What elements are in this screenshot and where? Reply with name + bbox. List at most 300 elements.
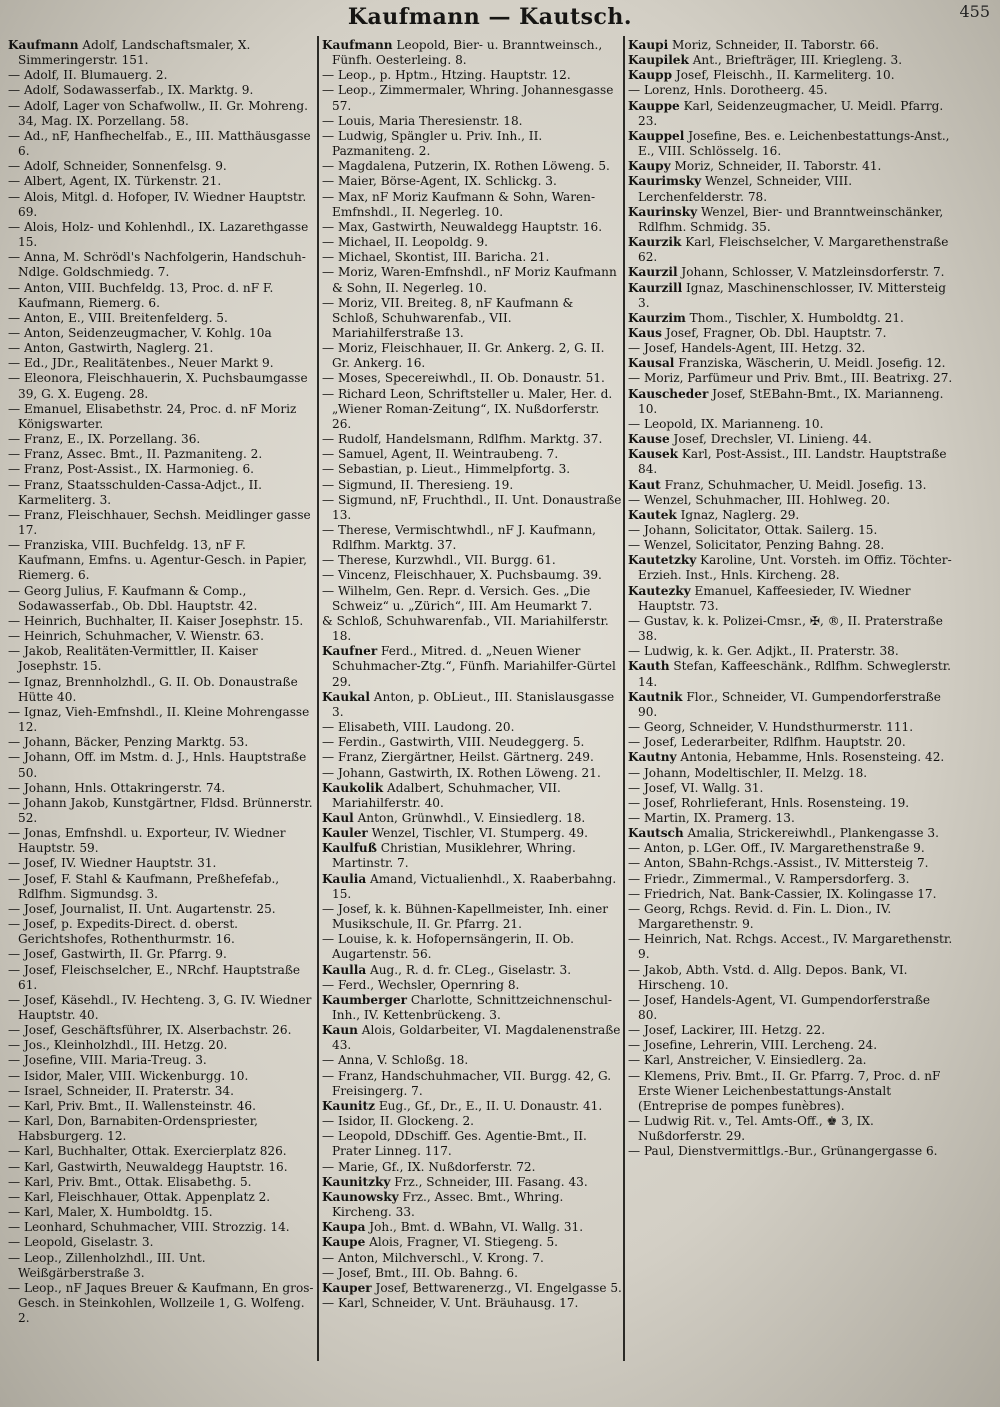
directory-entry <box>628 781 953 796</box>
directory-entry <box>322 978 622 993</box>
entry-text: Anton, p. ObLieut., III. Stanislausgasse 3. <box>332 689 615 719</box>
entry-text: — Josefine, VIII. Maria-Treug. 3. <box>8 1053 207 1068</box>
entry-text: — Leop., Zimmermaler, Whring. Johannesgasse 57. <box>322 83 614 113</box>
directory-entry <box>628 644 953 659</box>
directory-entry <box>628 341 953 356</box>
directory-entry <box>8 856 316 871</box>
entry-text: — Leonhard, Schuhmacher, VIII. Strozzig. 14. <box>8 1220 290 1235</box>
directory-entry <box>322 447 622 462</box>
entry-surname: Kauper <box>322 1280 372 1295</box>
entry-text: Moriz, Schneider, II. Taborstr. 66. <box>668 38 879 52</box>
directory-entry <box>322 265 622 295</box>
directory-entry <box>322 250 622 265</box>
entry-text: — Leopold, IX. Marianneng. 10. <box>628 416 824 431</box>
entry-text: — Johann, Off. im Mstm. d. J., Hnls. Hauptstraße 50. <box>8 750 307 780</box>
column-divider <box>623 36 625 1361</box>
entry-text: — Josef, Journalist, II. Unt. Augartenstr. 25. <box>8 901 276 916</box>
directory-entry <box>8 1160 316 1175</box>
directory-entry <box>8 281 316 311</box>
entry-text: — Josef, F. Stahl & Kaufmann, Preßhefefab., Rdlfhm. Sigmundsg. 3. <box>8 871 280 901</box>
entry-text: — Adolf, Sodawasserfab., IX. Marktg. 9. <box>8 83 254 98</box>
entry-surname: Kaurimsky <box>628 174 702 189</box>
directory-entry <box>8 371 316 401</box>
entry-text: Karl, Fleischselcher, V. Margarethenstraße 62. <box>638 235 949 265</box>
directory-entry <box>8 508 316 538</box>
directory-entry <box>8 478 316 508</box>
directory-entry <box>8 781 316 796</box>
entry-surname: Kautnik <box>628 689 683 704</box>
entry-text: — Maier, Börse-Agent, IX. Schlickg. 3. <box>322 174 557 189</box>
entry-text: — Karl, Gastwirth, Neuwaldegg Hauptstr. 16. <box>8 1159 288 1174</box>
directory-entry <box>628 872 953 887</box>
entry-text: — Wilhelm, Gen. Repr. d. Versich. Ges. „Die Schweiz“ u. „Zürich“, III. Am Heumarkt 7. <box>322 583 593 613</box>
directory-entry <box>628 826 953 841</box>
directory-entry <box>628 659 953 689</box>
entry-text: — Moses, Specereiwhdl., II. Ob. Donaustr. 51. <box>322 371 605 386</box>
directory-entry <box>8 1205 316 1220</box>
directory-entry <box>628 1114 953 1144</box>
entry-text: — Sebastian, p. Lieut., Himmelpfortg. 3. <box>322 462 571 477</box>
entry-text: — Ferdin., Gastwirth, VIII. Neudeggerg. 5. <box>322 735 585 750</box>
entry-text: Josef, Fragner, Ob. Dbl. Hauptstr. 7. <box>661 325 887 340</box>
directory-entry <box>628 371 953 386</box>
entry-text: — Israel, Schneider, II. Praterstr. 34. <box>8 1083 234 1098</box>
directory-entry <box>628 356 953 371</box>
directory-entry <box>322 781 622 811</box>
entry-text: Eug., Gf., Dr., E., II. U. Donaustr. 41. <box>374 1098 603 1113</box>
entry-text: Adolf, Landschaftsmaler, X. Simmeringerstr. 151. <box>18 38 251 68</box>
directory-entry <box>628 159 953 174</box>
directory-entry <box>322 963 622 978</box>
entry-text: Amand, Victualienhdl., X. Raaberbahng. 15. <box>332 871 617 901</box>
directory-entry <box>8 947 316 962</box>
directory-entry <box>322 750 622 765</box>
entry-text: — Josef, k. k. Bühnen-Kapellmeister, Inh. einer Musikschule, II. Gr. Pfarrg. 21. <box>322 901 609 932</box>
entry-text: Franz, Schuhmacher, U. Meidl. Josefig. 13. <box>660 477 927 492</box>
directory-entry <box>322 190 622 220</box>
entry-surname: Kaupe <box>322 1235 366 1250</box>
entry-text: — Ferd., Wechsler, Opernring 8. <box>322 977 520 992</box>
entry-text: — Josef, Handels-Agent, VI. Gumpendorferstraße 80. <box>628 992 931 1022</box>
directory-entry <box>322 872 622 902</box>
entry-text: — Anton, Gastwirth, Naglerg. 21. <box>8 341 214 356</box>
entry-text: — Albert, Agent, IX. Türkenstr. 21. <box>8 174 222 189</box>
entry-text: — Klemens, Priv. Bmt., II. Gr. Pfarrg. 7, Proc. d. nF Erste Wiener Leichenbestattungs-Anstalt (Entreprise de pompes funèbres). <box>628 1068 941 1113</box>
entry-text: — Jos., Kleinholzhdl., III. Hetzg. 20. <box>8 1038 228 1053</box>
entry-text: — Wenzel, Schuhmacher, III. Hohlweg. 20. <box>628 492 891 507</box>
directory-entry <box>322 38 622 68</box>
entry-text: — Paul, Dienstvermittlgs.-Bur., Grünangergasse 6. <box>628 1144 938 1159</box>
entry-text: — Moriz, VII. Breiteg. 8, nF Kaufmann & Schloß, Schuhwarenfab., VII. Mariahilferstraße 13. <box>322 295 574 340</box>
entry-surname: Kaupp <box>628 68 673 83</box>
entry-surname: Kausek <box>628 447 679 462</box>
directory-entry <box>322 826 622 841</box>
entry-text: — Moriz, Waren-Emfnshdl., nF Moriz Kaufmann & Sohn, II. Negerleg. 10. <box>322 265 617 295</box>
directory-entry <box>628 796 953 811</box>
entry-text: Ignaz, Maschinenschlosser, IV. Mittersteig 3. <box>638 280 947 310</box>
directory-entry <box>628 1069 953 1114</box>
entry-surname: Kause <box>628 432 670 447</box>
entry-text: Christian, Musiklehrer, Whring. Martinstr. 7. <box>332 841 576 871</box>
entry-surname: Kaunitzky <box>322 1174 391 1189</box>
directory-entry <box>322 83 622 113</box>
entry-text: Adalbert, Schuhmacher, VII. Mariahilferstr. 40. <box>332 780 561 810</box>
entry-text: — Ed., JDr., Realitätenbes., Neuer Markt 9. <box>8 356 274 371</box>
entry-text: — Leop., nF Jaques Breuer & Kaufmann, En gros-Gesch. in Steinkohlen, Wollzeile 1, G. Wolfeng. 2. <box>8 1280 314 1326</box>
entry-surname: Kauppel <box>628 128 685 143</box>
entry-surname: Kaurzill <box>628 280 683 295</box>
entry-surname: Kaulla <box>322 962 367 977</box>
entry-text: Frz., Assec. Bmt., Whring. Kircheng. 33. <box>332 1189 564 1220</box>
directory-entry <box>8 705 316 735</box>
entry-text: — Ludwig, Spängler u. Priv. Inh., II. Pazmaniteng. 2. <box>322 128 543 159</box>
entry-text: — Josef, VI. Wallg. 31. <box>628 780 764 795</box>
entry-surname: Kaurzik <box>628 235 682 250</box>
directory-entry <box>628 735 953 750</box>
entry-text: — Heinrich, Nat. Rchgs. Accest., IV. Margarethenstr. 9. <box>628 932 953 962</box>
directory-entry <box>628 311 953 326</box>
entry-text: — Karl, Don, Barnabiten-Ordenspriester, Habsburgerg. 12. <box>8 1114 259 1144</box>
directory-entry <box>322 478 622 493</box>
entry-text: Joh., Bmt. d. WBahn, VI. Wallg. 31. <box>365 1220 584 1235</box>
directory-entry <box>628 902 953 932</box>
directory-entry <box>8 99 316 129</box>
entry-text: Franziska, Wäscherin, U. Meidl. Josefig. 12. <box>674 356 946 371</box>
entry-text: — Magdalena, Putzerin, IX. Rothen Löweng. 5. <box>322 159 610 174</box>
column-right <box>628 38 953 1160</box>
entry-text: — Josef, Geschäftsführer, IX. Alserbachstr. 26. <box>8 1023 292 1038</box>
directory-entry <box>8 1084 316 1099</box>
entry-text: — Lorenz, Hnls. Dorotheerg. 45. <box>628 83 828 98</box>
entry-text: — Karl, Schneider, V. Unt. Bräuhausg. 17. <box>322 1295 579 1310</box>
directory-entry <box>8 311 316 326</box>
directory-entry <box>628 523 953 538</box>
entry-surname: Kaul <box>322 810 354 825</box>
entry-text: — Martin, IX. Pramerg. 13. <box>628 810 795 825</box>
entry-text: — Richard Leon, Schriftsteller u. Maler, Her. d. „Wiener Roman-Zeitung“, IX. Nußdorferstr. 26. <box>322 386 613 431</box>
directory-entry <box>8 614 316 629</box>
entry-text: — Leopold, Giselastr. 3. <box>8 1235 154 1250</box>
page-header <box>0 2 1000 34</box>
entry-surname: Kautetzky <box>628 553 697 568</box>
entry-surname: Kauler <box>322 826 368 841</box>
entry-surname: Kaukolik <box>322 780 384 795</box>
entry-surname: Kaupi <box>628 38 669 52</box>
directory-entry <box>8 902 316 917</box>
directory-entry <box>322 902 622 932</box>
directory-entry <box>322 1235 622 1250</box>
entry-surname: Kaumberger <box>322 992 407 1007</box>
directory-entry <box>628 932 953 962</box>
entry-text: — Adolf, Schneider, Sonnenfelsg. 9. <box>8 159 227 174</box>
column-middle <box>322 38 622 1311</box>
entry-text: Josef, Bettwarenerzg., VI. Engelgasse 5. <box>371 1280 622 1295</box>
directory-entry <box>628 856 953 871</box>
entry-text: Wenzel, Schneider, VIII. Lerchenfelderstr. 78. <box>638 174 853 204</box>
entry-text: Josefine, Bes. e. Leichenbestattungs-Anst., E., VIII. Schlösselg. 16. <box>638 128 950 159</box>
entry-surname: Kaunitz <box>322 1098 375 1113</box>
directory-entry <box>322 1129 622 1159</box>
directory-entry <box>8 1114 316 1144</box>
entry-text: — Johann, Modeltischler, II. Melzg. 18. <box>628 765 868 780</box>
entry-text: — Anton, VIII. Buchfeldg. 13, Proc. d. nF F. Kaufmann, Riemerg. 6. <box>8 280 274 310</box>
directory-entry <box>8 432 316 447</box>
entry-text: Wenzel, Bier- und Branntweinschänker, Rdlfhm. Schmidg. 35. <box>638 204 944 234</box>
entry-text: — Marie, Gf., IX. Nußdorferstr. 72. <box>322 1159 536 1174</box>
directory-entry <box>322 174 622 189</box>
entry-text: — Alois, Holz- und Kohlenhdl., IX. Lazarethgasse 15. <box>8 219 309 250</box>
entry-text: — Josef, p. Expedits-Direct. d. oberst. Gerichtshofes, Rothenthurmstr. 16. <box>8 917 239 947</box>
directory-entry <box>628 281 953 311</box>
directory-entry <box>628 508 953 523</box>
directory-entry <box>322 1266 622 1281</box>
directory-entry <box>322 811 622 826</box>
entry-text: — Vincenz, Fleischhauer, X. Puchsbaumg. 39. <box>322 568 602 583</box>
directory-entry <box>322 1114 622 1129</box>
entry-text: — Isidor, Maler, VIII. Wickenburgg. 10. <box>8 1068 249 1083</box>
directory-entry <box>628 750 953 765</box>
directory-entry <box>628 614 953 644</box>
directory-entry <box>628 1053 953 1068</box>
entry-text: — Josef, IV. Wiedner Hauptstr. 31. <box>8 856 217 871</box>
entry-text: Ignaz, Naglerg. 29. <box>676 507 800 522</box>
directory-entry <box>8 1175 316 1190</box>
directory-entry <box>628 447 953 477</box>
entry-text: — Isidor, II. Glockeng. 2. <box>322 1114 475 1129</box>
directory-entry <box>322 932 622 962</box>
entry-surname: Kaurzim <box>628 310 686 325</box>
entry-text: Aug., R. d. fr. CLeg., Giselastr. 3. <box>366 962 572 977</box>
entry-text: — Franz, Assec. Bmt., II. Pazmaniteng. 2. <box>8 447 263 462</box>
directory-entry <box>8 735 316 750</box>
entry-text: — Michael, II. Leopoldg. 9. <box>322 235 488 250</box>
entry-surname: Kaupa <box>322 1220 366 1235</box>
directory-entry <box>322 341 622 371</box>
directory-entry <box>8 584 316 614</box>
directory-entry <box>628 538 953 553</box>
directory-entry <box>8 826 316 856</box>
directory-entry <box>8 38 316 68</box>
directory-entry <box>322 644 622 689</box>
directory-entry <box>628 99 953 129</box>
entry-text: — Georg, Schneider, V. Hundsthurmerstr. 111. <box>628 720 914 735</box>
entry-text: Karoline, Unt. Vorsteh. im Offiz. Töchter-Erzieh. Inst., Hnls. Kircheng. 28. <box>638 553 952 583</box>
directory-entry <box>628 993 953 1023</box>
directory-entry <box>8 796 316 826</box>
entry-text: Alois, Fragner, VI. Stiegeng. 5. <box>365 1235 559 1250</box>
directory-entry <box>8 675 316 705</box>
entry-text: Karl, Post-Assist., III. Landstr. Hauptstraße 84. <box>638 447 947 477</box>
entry-text: — Josef, Lackirer, III. Hetzg. 22. <box>628 1023 826 1038</box>
directory-entry <box>322 1175 622 1190</box>
entry-text: — Georg Julius, F. Kaufmann & Comp., Sodawasserfab., Ob. Dbl. Hauptstr. 42. <box>8 583 258 613</box>
entry-text: & Schloß, Schuhwarenfab., VII. Mariahilferstr. 18. <box>322 613 609 644</box>
entry-text: — Ignaz, Vieh-Emfnshdl., II. Kleine Mohrengasse 12. <box>8 704 310 735</box>
directory-entry <box>8 159 316 174</box>
entry-surname: Kaufmann <box>8 38 79 52</box>
entry-text: — Johann, Bäcker, Penzing Marktg. 53. <box>8 735 249 750</box>
directory-entry <box>8 68 316 83</box>
directory-entry <box>628 417 953 432</box>
entry-text: — Adolf, II. Blumauerg. 2. <box>8 68 168 83</box>
directory-entry <box>322 1220 622 1235</box>
directory-entry <box>322 735 622 750</box>
directory-entry <box>8 1251 316 1281</box>
entry-text: Josef, Drechsler, VI. Linieng. 44. <box>669 432 872 447</box>
entry-text: Moriz, Schneider, II. Taborstr. 41. <box>670 159 882 174</box>
entry-text: — Wenzel, Solicitator, Penzing Bahng. 28. <box>628 538 885 553</box>
directory-entry <box>322 1069 622 1099</box>
directory-entry <box>8 644 316 674</box>
directory-entry <box>322 220 622 235</box>
directory-entry <box>8 963 316 993</box>
entry-text: — Ignaz, Brennholzhdl., G. II. Ob. Donaustraße Hütte 40. <box>8 674 298 704</box>
column-divider <box>317 36 319 1361</box>
directory-entry <box>628 326 953 341</box>
entry-text: — Josef, Lederarbeiter, Rdlfhm. Hauptstr. 20. <box>628 735 906 750</box>
page-title: Kaufmann — Kautsch. <box>347 4 633 30</box>
directory-entry <box>628 235 953 265</box>
directory-entry <box>628 811 953 826</box>
entry-text: Karl, Seidenzeugmacher, U. Meidl. Pfarrg. 23. <box>638 98 944 128</box>
entry-text: Josef, Fleischh., II. Karmeliterg. 10. <box>672 68 895 83</box>
entry-text: — Karl, Priv. Bmt., Ottak. Elisabethg. 5. <box>8 1174 252 1189</box>
directory-entry <box>628 1023 953 1038</box>
entry-text: — Anton, Seidenzeugmacher, V. Kohlg. 10a <box>8 325 272 340</box>
directory-entry <box>628 174 953 204</box>
entry-text: — Franziska, VIII. Buchfeldg. 13, nF F. Kaufmann, Emfns. u. Agentur-Gesch. in Papier, Riemerg. 6. <box>8 538 307 583</box>
entry-text: — Johann, Hnls. Ottakringerstr. 74. <box>8 780 226 795</box>
directory-entry <box>322 1251 622 1266</box>
column-left <box>8 38 316 1326</box>
directory-entry <box>322 993 622 1023</box>
entry-text: — Anton, SBahn-Rchgs.-Assist., IV. Mittersteig 7. <box>628 856 929 871</box>
entry-text: — Ludwig Rit. v., Tel. Amts-Off., ♚ 3, IX. Nußdorferstr. 29. <box>628 1114 874 1144</box>
entry-text: — Franz, Ziergärtner, Heilst. Gärtnerg. 249. <box>322 750 594 765</box>
entry-text: — Johann, Solicitator, Ottak. Sailerg. 15. <box>628 523 878 537</box>
directory-entry <box>628 493 953 508</box>
directory-entry <box>8 750 316 780</box>
entry-text: Antonia, Hebamme, Hnls. Rosensteing. 42. <box>676 750 945 765</box>
entry-text: — Elisabeth, VIII. Laudong. 20. <box>322 720 515 735</box>
entry-surname: Kaupy <box>628 159 671 174</box>
entry-surname: Kaun <box>322 1023 358 1038</box>
entry-text: Emanuel, Kaffeesieder, IV. Wiedner Hauptstr. 73. <box>638 583 911 613</box>
directory-entry <box>322 68 622 83</box>
directory-entry <box>322 1053 622 1068</box>
entry-text: — Franz, Staatsschulden-Cassa-Adjct., II. Karmeliterg. 3. <box>8 477 262 507</box>
entry-text: Amalia, Strickereiwhdl., Plankengasse 3. <box>683 826 939 841</box>
entry-text: — Max, nF Moriz Kaufmann & Sohn, Waren-Emfnshdl., II. Negerleg. 10. <box>322 189 596 219</box>
entry-text: — Leop., Zillenholzhdl., III. Unt. Weißgärberstraße 3. <box>8 1250 206 1280</box>
entry-text: — Heinrich, Buchhalter, II. Kaiser Josephstr. 15. <box>8 613 304 628</box>
directory-entry <box>8 1281 316 1326</box>
directory-entry <box>628 766 953 781</box>
directory-entry <box>628 38 953 53</box>
entry-text: — Friedr., Zimmermal., V. Rampersdorferg. 3. <box>628 871 910 886</box>
entry-text: Ant., Briefträger, III. Kriegleng. 3. <box>688 53 903 68</box>
entry-surname: Kausal <box>628 356 675 371</box>
directory-entry <box>628 432 953 447</box>
entry-text: — Heinrich, Schuhmacher, V. Wienstr. 63. <box>8 629 264 644</box>
entry-text: — Leopold, DDschiff. Ges. Agentie-Bmt., II. Prater Linneg. 117. <box>322 1129 587 1159</box>
directory-entry <box>322 1099 622 1114</box>
entry-text: Stefan, Kaffeeschänk., Rdlfhm. Schweglerstr. 14. <box>638 659 952 689</box>
entry-surname: Kaufner <box>322 644 378 659</box>
directory-entry <box>322 387 622 432</box>
entry-text: Johann, Schlosser, V. Matzleinsdorferstr. 7. <box>677 265 945 280</box>
entry-text: Flor., Schneider, VI. Gumpendorferstraße 90. <box>638 689 941 719</box>
entry-surname: Kautek <box>628 507 677 522</box>
entry-text: — Adolf, Lager von Schafwollw., II. Gr. Mohreng. 34, Mag. IX. Porzellang. 58. <box>8 98 308 128</box>
directory-entry <box>8 250 316 280</box>
entry-text: Alois, Goldarbeiter, VI. Magdalenenstraße 43. <box>332 1023 621 1053</box>
entry-surname: Kaunowsky <box>322 1189 399 1204</box>
entry-text: — Josef, Rohrlieferant, Hnls. Rosensteing. 19. <box>628 795 910 810</box>
directory-entry <box>322 1160 622 1175</box>
directory-entry <box>322 296 622 341</box>
directory-entry <box>322 493 622 523</box>
directory-entry <box>628 68 953 83</box>
entry-text: — Josef, Gastwirth, II. Gr. Pfarrg. 9. <box>8 947 227 962</box>
entry-surname: Kautny <box>628 750 677 765</box>
entry-surname: Kauppe <box>628 98 680 113</box>
directory-entry <box>8 1038 316 1053</box>
directory-entry <box>322 129 622 159</box>
directory-entry <box>322 1190 622 1220</box>
entry-text: — Samuel, Agent, II. Weintraubeng. 7. <box>322 447 559 462</box>
directory-entry <box>8 402 316 432</box>
directory-entry <box>628 83 953 98</box>
entry-text: — Friedrich, Nat. Bank-Cassier, IX. Kolingasse 17. <box>628 886 937 901</box>
entry-text: Ferd., Mitred. d. „Neuen Wiener Schuhmacher-Ztg.“, Fünfh. Mariahilfer-Gürtel 29. <box>332 644 616 689</box>
directory-entry <box>628 720 953 735</box>
directory-entry <box>8 1235 316 1250</box>
entry-text: — Johann, Gastwirth, IX. Rothen Löweng. 21. <box>322 765 601 780</box>
entry-surname: Kaulfuß <box>322 841 377 856</box>
directory-entry <box>8 1099 316 1114</box>
entry-text: — Gustav, k. k. Polizei-Cmsr., ✠, ®, II. Praterstraße 38. <box>628 613 943 644</box>
directory-entry <box>8 326 316 341</box>
entry-text: — Josef, Bmt., III. Ob. Bahng. 6. <box>322 1265 518 1280</box>
directory-entry <box>322 235 622 250</box>
entry-text: — Anton, p. LGer. Off., IV. Margarethenstraße 9. <box>628 841 925 856</box>
directory-entry <box>322 553 622 568</box>
directory-entry <box>8 1220 316 1235</box>
entry-text: — Rudolf, Handelsmann, Rdlfhm. Marktg. 37. <box>322 432 603 447</box>
entry-text: — Louis, Maria Theresienstr. 18. <box>322 113 523 128</box>
directory-entry <box>322 114 622 129</box>
entry-text: — Franz, Post-Assist., IX. Harmonieg. 6. <box>8 462 255 477</box>
directory-entry <box>8 1053 316 1068</box>
entry-text: — Anton, Milchverschl., V. Krong. 7. <box>322 1250 544 1265</box>
directory-entry <box>322 1023 622 1053</box>
directory-entry <box>322 720 622 735</box>
directory-entry <box>8 917 316 947</box>
entry-surname: Kaus <box>628 325 662 340</box>
entry-text: — Sigmund, II. Theresieng. 19. <box>322 477 514 492</box>
entry-text: — Therese, Vermischtwhdl., nF J. Kaufmann, Rdlfhm. Marktg. 37. <box>322 523 596 553</box>
directory-entry <box>322 1281 622 1296</box>
entry-text: — Sigmund, nF, Fruchthdl., II. Unt. Donaustraße 13. <box>322 492 622 522</box>
entry-text: — Karl, Fleischhauer, Ottak. Appenplatz 2. <box>8 1189 271 1204</box>
entry-text: — Franz, Handschuhmacher, VII. Burgg. 42, G. Freisingerg. 7. <box>322 1068 612 1098</box>
entry-text: — Emanuel, Elisabethstr. 24, Proc. d. nF Moriz Königswarter. <box>8 401 297 431</box>
directory-entry <box>628 205 953 235</box>
entry-surname: Kautsch <box>628 826 684 841</box>
directory-entry <box>8 993 316 1023</box>
entry-surname: Kauscheder <box>628 386 709 401</box>
